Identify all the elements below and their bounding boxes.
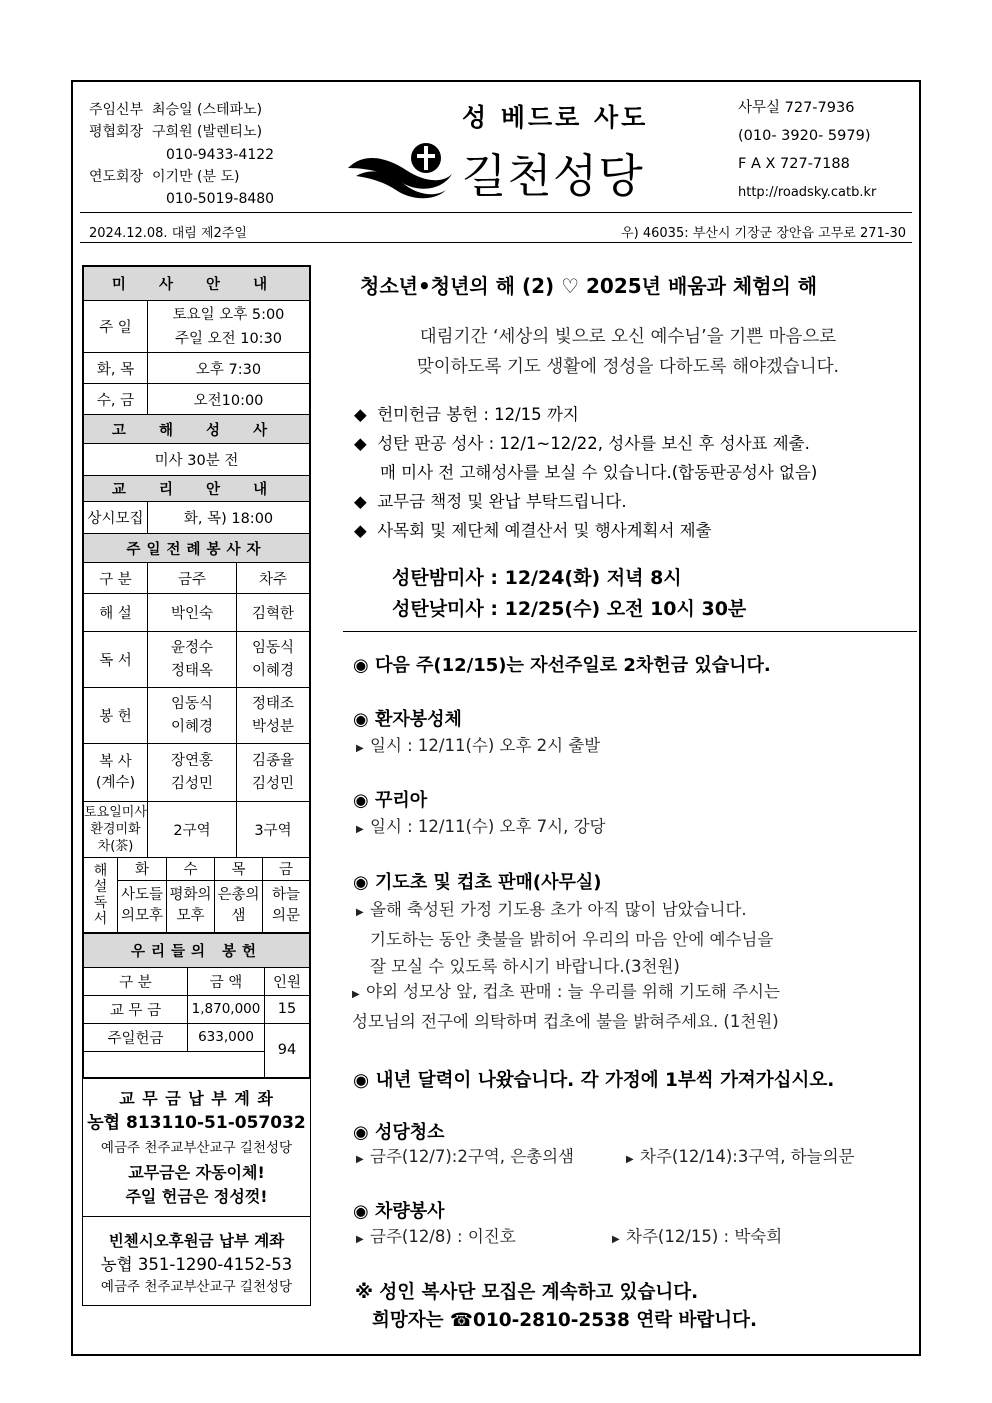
server-this: 박인숙 — [148, 594, 237, 632]
church-subtitle: 성 베드로 사도 — [462, 103, 649, 132]
server-next: 3구역 — [237, 802, 310, 858]
christmas-day-mass: 성탄낮미사 : 12/25(수) 오전 10시 30분 — [392, 598, 747, 620]
left-panel — [82, 265, 311, 1306]
bullet-text: 매 미사 전 고해성사를 보실 수 있습니다.(합동판공성사 없음) — [380, 463, 818, 482]
office-mobile: (010- 3920- 5979) — [738, 128, 871, 144]
candle-line: 기도하는 동안 촛불을 밝히어 우리의 마음 안에 예수님을 — [370, 930, 774, 949]
council-name: 구희원 (발렌티노) — [152, 124, 263, 140]
saturday-mass-time: 토요일 오후 5:00 — [172, 306, 285, 323]
candle-line: 올해 축성된 가정 기도용 초가 아직 많이 남았습니다. — [370, 900, 747, 919]
triangle-icon: ▶ — [352, 989, 360, 1000]
mass-title: 미 사 안 내 — [84, 267, 310, 301]
offering-head-count: 인원 — [265, 967, 310, 995]
account-holder: 예금주 천주교부산교구 길천성당 — [100, 1139, 293, 1156]
pastor-name: 최승일 (스테파노) — [152, 102, 263, 118]
servers-head-next: 차주 — [237, 563, 310, 594]
recruit-contact: 희망자는 ☎010-2810-2538 연락 바랍니다. — [372, 1310, 758, 1331]
server-this: 임동식 — [170, 695, 214, 712]
yeondo-label: 연도회장 — [89, 169, 144, 185]
candle-body-2 — [352, 978, 780, 1035]
servers-head-this: 금주 — [148, 563, 237, 594]
intro-line: 대림기간 ‘세상의 빛으로 오신 예수님’을 기쁜 마음으로 — [419, 327, 837, 347]
bullet-text: 성탄 판공 성사 : 12/1~12/22, 성사를 보신 후 성사표 제출. — [377, 434, 810, 453]
server-this: 윤정수 — [170, 639, 214, 656]
reading-group: 사도들 의모후 — [118, 880, 167, 932]
reading-group: 은총의 샘 — [215, 880, 263, 932]
bullet-text: 교무금 책정 및 완납 부탁드립니다. — [377, 492, 627, 511]
candle-body-1 — [356, 896, 773, 980]
triangle-icon: ▶ — [356, 1234, 364, 1245]
catechism-label: 상시모집 — [84, 502, 148, 534]
yeondo-phone: 010-5019-8480 — [166, 191, 275, 207]
christmas-eve-mass: 성탄밤미사 : 12/24(화) 저녁 8시 — [392, 567, 682, 589]
content-divider — [343, 631, 917, 632]
mass-schedule-table — [83, 266, 310, 858]
vincent-holder: 예금주 천주교부산교구 길천성당 — [100, 1278, 293, 1295]
offering-title: 우리들의 봉헌 — [84, 933, 310, 967]
altar-server-recruit: ※ 성인 복사단 모집은 계속하고 있습니다. — [355, 1282, 699, 1303]
offering-empty-cell — [84, 1051, 265, 1077]
driving-next-week: 차주(12/15) : 박숙희 — [626, 1227, 783, 1246]
servers-head-role: 구 분 — [84, 563, 148, 594]
server-this: 정태옥 — [170, 662, 214, 679]
offering-amount: 633,000 — [188, 1023, 265, 1051]
triangle-icon: ▶ — [626, 1154, 634, 1165]
account-number: 농협 813110-51-057032 — [87, 1112, 306, 1133]
candle-sale-title: ◉ 기도초 및 컵초 판매(사무실) — [353, 872, 602, 893]
sunday-mass-time: 주일 오전 10:30 — [174, 330, 283, 347]
triangle-icon: ▶ — [356, 743, 364, 754]
server-this: 장연홍 — [170, 752, 214, 769]
reading-group: 하늘 의문 — [263, 880, 310, 932]
offering-label: 교 무 금 — [84, 995, 188, 1023]
server-next: 이혜경 — [252, 662, 295, 679]
server-this: 김성민 — [170, 775, 214, 792]
confession-text: 미사 30분 전 — [84, 444, 310, 476]
offering-label: 주일헌금 — [84, 1023, 188, 1051]
council-phone: 010-9433-4122 — [166, 147, 275, 163]
reading-day: 화 — [118, 858, 167, 880]
offering-head-amount: 금 액 — [188, 967, 265, 995]
server-next: 정태조 — [252, 695, 295, 712]
auto-transfer-msg: 교무금은 자동이체! — [128, 1162, 265, 1182]
diamond-icon: ◆ — [354, 521, 367, 540]
server-role: 복 사 (계수) — [84, 744, 148, 802]
driving-title: ◉ 차량봉사 — [353, 1201, 445, 1222]
server-next: 김혁한 — [237, 594, 310, 632]
charity-sunday-notice: ◉ 다음 주(12/15)는 자선주일로 2차헌금 있습니다. — [353, 655, 771, 676]
offering-count: 94 — [265, 1023, 310, 1077]
cleaning-next-week: 차주(12/14):3구역, 하늘의문 — [640, 1147, 855, 1166]
vincent-number: 농협 351-1290-4152-53 — [100, 1254, 293, 1274]
sick-communion-body: 일시 : 12/11(수) 오후 2시 출발 — [370, 736, 601, 755]
intro-text — [343, 322, 913, 382]
curia-title: ◉ 꾸리아 — [353, 790, 428, 811]
wed-fri-label: 수, 금 — [84, 384, 148, 415]
account-title: 교 무 금 납 부 계 좌 — [119, 1088, 274, 1108]
cleaning-title: ◉ 성당청소 — [353, 1122, 445, 1143]
website-link[interactable]: http://roadsky.catb.kr — [738, 185, 877, 200]
server-role: 토요일미사 환경미화 차(茶) — [84, 802, 148, 858]
office-phone: 사무실 727-7936 — [738, 100, 855, 116]
diamond-icon: ◆ — [354, 405, 367, 424]
driving-this-week: 금주(12/8) : 이진호 — [370, 1227, 516, 1246]
vincent-title: 빈첸시오후원금 납부 계좌 — [108, 1231, 285, 1250]
bullet-text: 사목회 및 제단체 예결산서 및 행사계획서 제출 — [377, 521, 712, 540]
issue-date: 2024.12.08. 대림 제2주일 — [89, 226, 247, 241]
bullet-list — [354, 400, 924, 545]
yeondo-name: 이기만 (분 도) — [152, 169, 240, 185]
calendar-notice: ◉ 내년 달력이 나왔습니다. 각 가정에 1부씩 가져가십시오. — [353, 1070, 835, 1091]
reading-table — [83, 858, 310, 933]
church-name: 길천성당 — [462, 149, 644, 203]
subline-divider — [80, 242, 912, 243]
curia-body: 일시 : 12/11(수) 오후 7시, 강당 — [370, 817, 606, 836]
candle-line: 야외 성모상 앞, 컵초 판매 : 늘 우리를 위해 기도해 주시는 — [366, 982, 780, 1001]
reading-day: 금 — [263, 858, 310, 880]
server-this: 이혜경 — [170, 718, 214, 735]
bullet-text: 헌미헌금 봉헌 : 12/15 까지 — [377, 405, 579, 424]
candle-line: 잘 모실 수 있도록 하시기 바랍니다.(3천원) — [370, 957, 680, 976]
header-divider — [80, 212, 912, 213]
offering-head-label: 구 분 — [84, 967, 188, 995]
offering-amount: 1,870,000 — [188, 995, 265, 1023]
office-fax: F A X 727-7188 — [738, 156, 850, 172]
vincent-box — [83, 1216, 310, 1305]
account-box — [83, 1078, 310, 1216]
servers-title: 주일전례봉사자 — [84, 534, 310, 563]
tue-thu-label: 화, 목 — [84, 353, 148, 384]
triangle-icon: ▶ — [356, 824, 364, 835]
reading-label: 해 설 독 서 — [84, 858, 118, 932]
server-role: 해 설 — [84, 594, 148, 632]
reading-group: 평화의 모후 — [167, 880, 215, 932]
offering-count: 15 — [265, 995, 310, 1023]
offering-msg: 주일 헌금은 정성껏! — [125, 1186, 268, 1206]
offering-table — [83, 933, 310, 1078]
server-next: 임동식 — [252, 639, 295, 656]
triangle-icon: ▶ — [356, 907, 364, 918]
sick-communion-title: ◉ 환자봉성체 — [353, 709, 462, 730]
church-address: 우) 46035: 부산시 기장군 장안읍 고무로 271-30 — [621, 226, 906, 241]
reading-day: 수 — [167, 858, 215, 880]
server-next: 김성민 — [252, 775, 295, 792]
confession-title: 고 해 성 사 — [84, 415, 310, 444]
tue-thu-time: 오후 7:30 — [148, 353, 310, 384]
catechism-title: 교 리 안 내 — [84, 476, 310, 502]
wed-fri-time: 오전10:00 — [148, 384, 310, 415]
main-title: 청소년•청년의 해 (2) ♡ 2025년 배움과 체험의 해 — [360, 274, 818, 298]
sunday-label: 주 일 — [84, 301, 148, 353]
pastor-label: 주임신부 — [89, 102, 144, 118]
christmas-mass — [392, 563, 962, 625]
triangle-icon: ▶ — [356, 1154, 364, 1165]
diamond-icon: ◆ — [354, 492, 367, 511]
diamond-icon: ◆ — [354, 434, 367, 453]
triangle-icon: ▶ — [612, 1234, 620, 1245]
candle-line: 성모님의 전구에 의탁하며 컵초에 불을 밝혀주세요. (1천원) — [352, 1012, 779, 1031]
server-role: 봉 헌 — [84, 688, 148, 744]
server-this: 2구역 — [148, 802, 237, 858]
catechism-value: 화, 목) 18:00 — [148, 502, 310, 534]
server-role: 독 서 — [84, 632, 148, 688]
cleaning-this-week: 금주(12/7):2구역, 은총의샘 — [370, 1147, 574, 1166]
church-logo-icon — [346, 140, 454, 200]
intro-line: 맞이하도록 기도 생활에 정성을 다하도록 해야겠습니다. — [416, 357, 840, 377]
reading-day: 목 — [215, 858, 263, 880]
server-next: 박성분 — [252, 718, 295, 735]
council-label: 평협회장 — [89, 124, 144, 140]
server-next: 김종율 — [252, 752, 295, 769]
